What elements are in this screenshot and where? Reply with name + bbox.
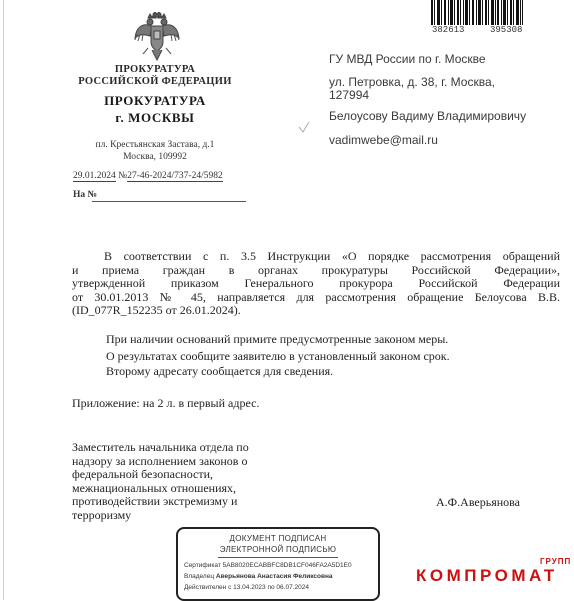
sender-address-line1: пл. Крестьянская Застава, д.1	[95, 140, 215, 150]
body-p1-line: от 30.01.2013 № 45, направляется для рассмотрения обращение Белоусова В.В.	[72, 289, 560, 304]
body-paragraph-1	[72, 250, 560, 318]
recipient-line1: ГУ МВД России по г. Москве	[329, 52, 486, 66]
position-line: межнациональных отношениях,	[72, 480, 237, 495]
recipient-line2: ул. Петровка, д. 38, г. Москва,	[329, 75, 495, 89]
outgoing-reference	[73, 171, 223, 181]
position-line: Заместитель начальника отдела по	[72, 440, 249, 454]
position-line: федеральной безопасности,	[72, 467, 213, 481]
outgoing-date: 29.01.2024	[73, 171, 116, 181]
stamp-cert-value: 5AB8020ECABBFC8DB1CF046FA2A5D1E0	[222, 562, 352, 569]
stamp-valid-label: Действителен	[184, 584, 227, 591]
position-line: терроризму	[72, 507, 132, 522]
watermark-sup: ГРУПП	[540, 557, 572, 566]
signatory-name: А.Ф.Аверьянова	[436, 495, 520, 509]
office-name-line2: г. МОСКВЫ	[115, 110, 195, 125]
office-name-line1: ПРОКУРАТУРА	[104, 93, 206, 108]
stamp-validity	[184, 584, 309, 591]
barcode	[431, 0, 523, 25]
watermark-main: КОМПРОМАТ	[416, 566, 558, 585]
document-edge	[3, 0, 4, 600]
position-line: противодействии экстремизму и	[72, 494, 238, 508]
recipient-line4: Белоусову Вадиму Владимировичу	[329, 109, 527, 123]
watermark-logo	[416, 557, 572, 588]
stamp-valid-value: с 13.04.2023 по 06.07.2024	[228, 584, 309, 591]
body-paragraph-4: Второму адресату сообщается для сведения.	[106, 364, 334, 378]
coat-of-arms-emblem	[132, 12, 182, 64]
body-p1-line: и приема граждан в органах прокуратуры Российской Федерации»,	[72, 262, 560, 277]
body-paragraph-3: О результатах сообщите заявителю в установленный законом срок.	[106, 349, 450, 363]
outgoing-number: 27-46-2024/737-24/5982	[127, 171, 223, 181]
stamp-certificate	[184, 562, 352, 569]
recipient-email: vadimwebe@mail.ru	[329, 133, 438, 147]
checkmark-icon	[297, 120, 311, 134]
number-sign: №	[118, 171, 128, 181]
stamp-title-line1: ДОКУМЕНТ ПОДПИСАН	[229, 534, 327, 543]
body-paragraph-2: При наличии оснований примите предусмотренные законом меры.	[106, 332, 449, 346]
recipient-line3: 127994	[329, 88, 370, 102]
position-line: надзору за исполнением законов о	[72, 453, 248, 468]
org-name-line1: ПРОКУРАТУРА	[114, 64, 196, 75]
barcode-number-left: 382613	[432, 25, 465, 35]
electronic-signature-stamp	[176, 527, 380, 601]
stamp-title-line2: ЭЛЕКТРОННОЙ ПОДПИСЬЮ	[219, 545, 337, 554]
stamp-cert-label: Сертификат	[184, 562, 221, 569]
body-p1-line: (ID_077R_152235 от 26.01.2024).	[72, 303, 241, 317]
body-p1-line: утвержденной приказом Генерального прокурора Российской Федерации	[72, 276, 560, 290]
stamp-owner	[184, 573, 333, 580]
attachment-note: Приложение: на 2 л. в первый адрес.	[72, 396, 260, 410]
reply-to-label: На №	[73, 190, 98, 200]
stamp-divider	[218, 557, 338, 558]
org-name-line2: РОССИЙСКОЙ ФЕДЕРАЦИИ	[78, 76, 232, 87]
reply-to-line	[92, 201, 246, 202]
stamp-owner-value: Аверьянова Анастасия Феликсовна	[215, 573, 333, 580]
sender-address-line2: Москва, 109992	[123, 152, 187, 162]
signatory-position	[72, 441, 292, 522]
stamp-owner-label: Владелец	[184, 573, 215, 580]
barcode-number-right: 395308	[490, 25, 523, 35]
body-p1-line: В соответствии с п. 3.5 Инструкции «О порядке рассмотрения обращений	[104, 249, 560, 263]
